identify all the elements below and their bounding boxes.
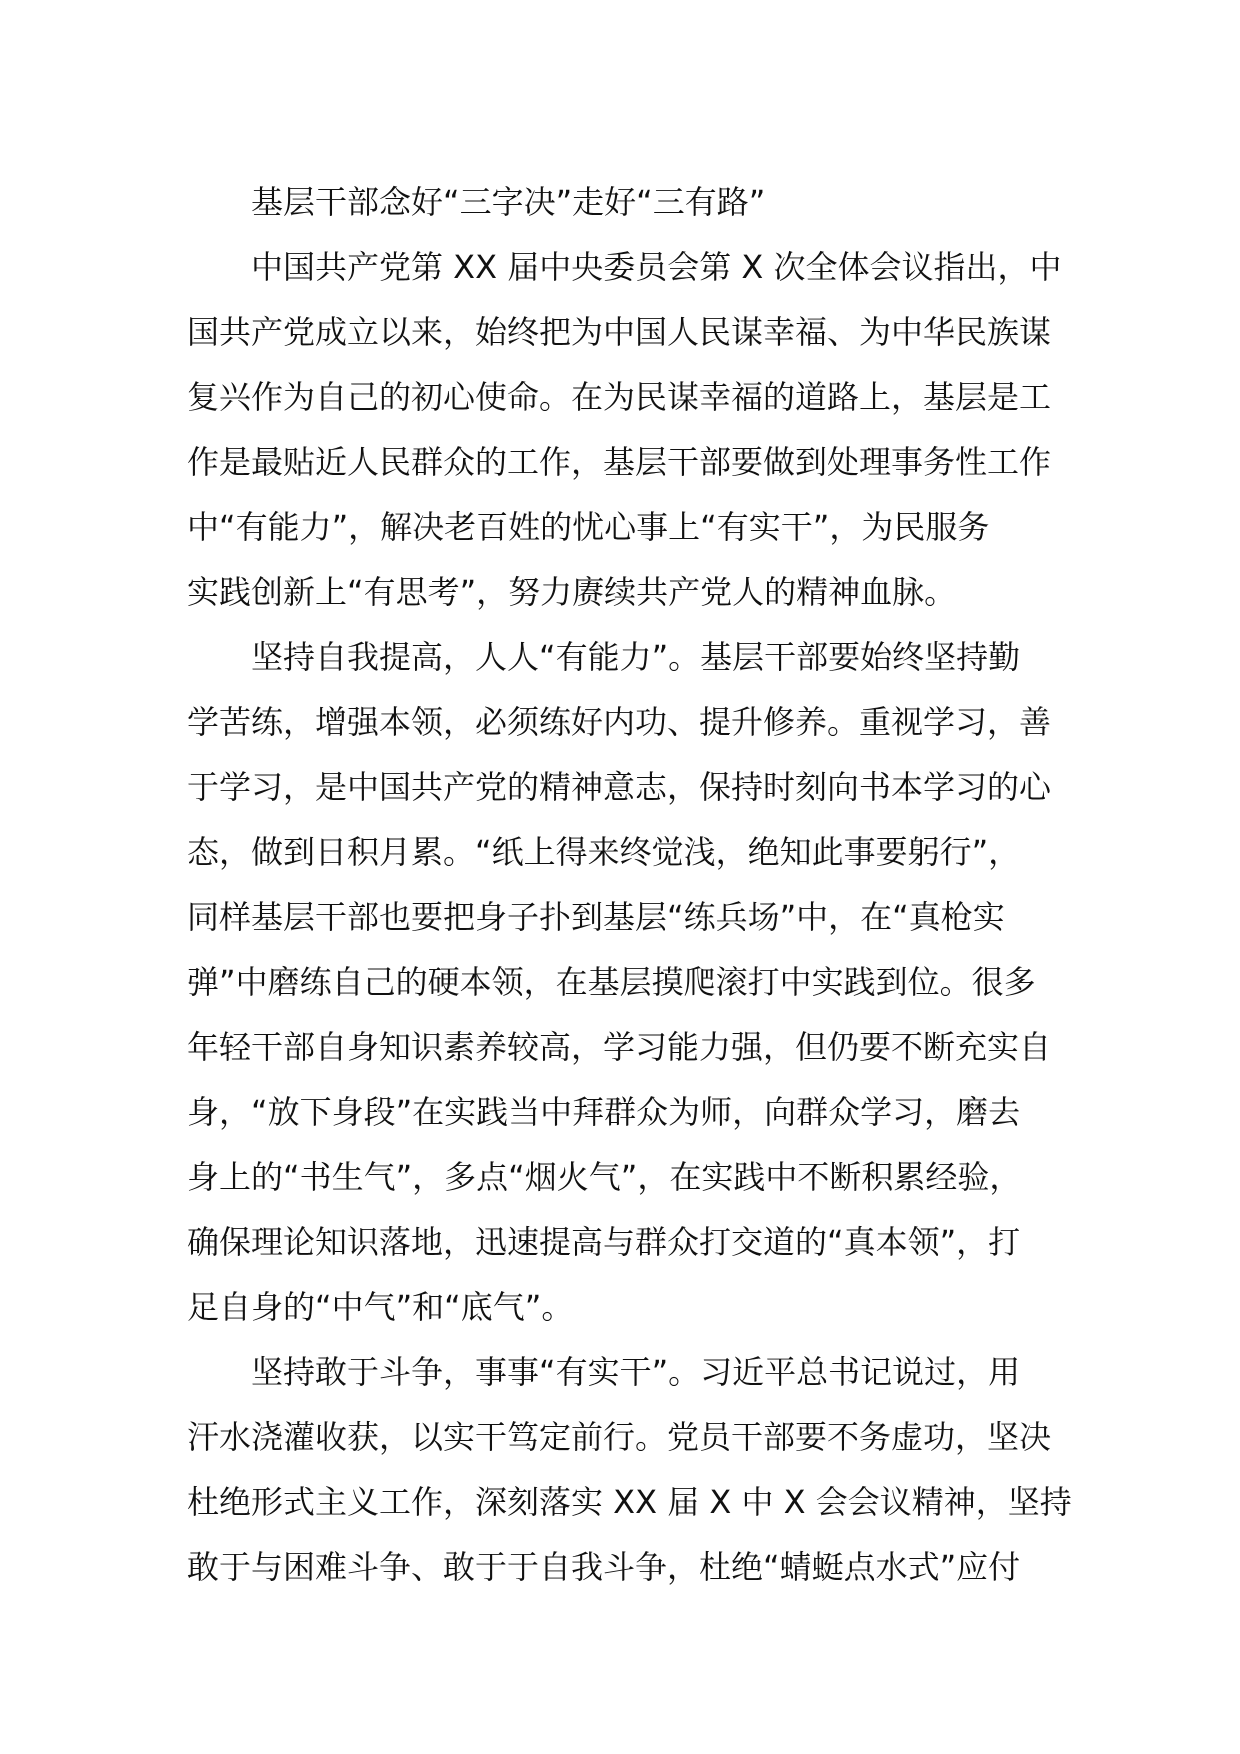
document-title: 基层干部念好“三字决”走好“三有路” — [251, 183, 766, 221]
paragraph-2-line-11: 足自身的“中气”和“底气”。 — [187, 1288, 574, 1326]
paragraph-1-line-6: 实践创新上“有思考”，努力赓续共产党人的精神血脉。 — [187, 573, 957, 611]
paragraph-2-line-5: 同样基层干部也要把身子扑到基层“练兵场”中，在“真枪实 — [187, 898, 1005, 936]
paragraph-2-line-3: 于学习，是中国共产党的精神意志，保持时刻向书本学习的心 — [187, 768, 1052, 806]
paragraph-2-line-6: 弹”中磨练自己的硬本领，在基层摸爬滚打中实践到位。很多 — [187, 963, 1036, 1001]
paragraph-1-line-5: 中“有能力”，解决老百姓的忧心事上“有实干”，为民服务 — [187, 508, 990, 546]
paragraph-2-line-8: 身，“放下身段”在实践当中拜群众为师，向群众学习，磨去 — [187, 1093, 1021, 1131]
paragraph-2-line-9: 身上的“书生气”，多点“烟火气”，在实践中不断积累经验， — [187, 1158, 1022, 1196]
paragraph-1-line-4: 作是最贴近人民群众的工作，基层干部要做到处理事务性工作 — [187, 443, 1052, 481]
paragraph-3-line-4: 敢于与困难斗争、敢于于自我斗争，杜绝“蜻蜓点水式”应付 — [187, 1548, 1021, 1586]
paragraph-3-line-1: 坚持敢于斗争，事事“有实干”。习近平总书记说过，用 — [251, 1353, 1021, 1391]
paragraph-2-line-7: 年轻干部自身知识素养较高，学习能力强，但仍要不断充实自 — [187, 1028, 1052, 1066]
paragraph-1-line-1: 中国共产党第 XX 届中央委员会第 X 次全体会议指出，中 — [251, 248, 1062, 286]
paragraph-3-line-2: 汗水浇灌收获，以实干笃定前行。党员干部要不务虚功，坚决 — [187, 1418, 1052, 1456]
paragraph-1-line-3: 复兴作为自己的初心使命。在为民谋幸福的道路上，基层是工 — [187, 378, 1052, 416]
document-body — [187, 170, 1072, 1600]
paragraph-2-line-10: 确保理论知识落地，迅速提高与群众打交道的“真本领”，打 — [187, 1223, 1021, 1261]
paragraph-1-line-2: 国共产党成立以来，始终把为中国人民谋幸福、为中华民族谋 — [187, 313, 1052, 351]
paragraph-2-line-1: 坚持自我提高，人人“有能力”。基层干部要始终坚持勤 — [251, 638, 1021, 676]
paragraph-3-line-3: 杜绝形式主义工作，深刻落实 XX 届 X 中 X 会会议精神，坚持 — [187, 1483, 1072, 1521]
paragraph-2-line-2: 学苦练，增强本领，必须练好内功、提升修养。重视学习，善 — [187, 703, 1052, 741]
paragraph-2-line-4: 态，做到日积月累。“纸上得来终觉浅，绝知此事要躬行”， — [187, 833, 1021, 871]
